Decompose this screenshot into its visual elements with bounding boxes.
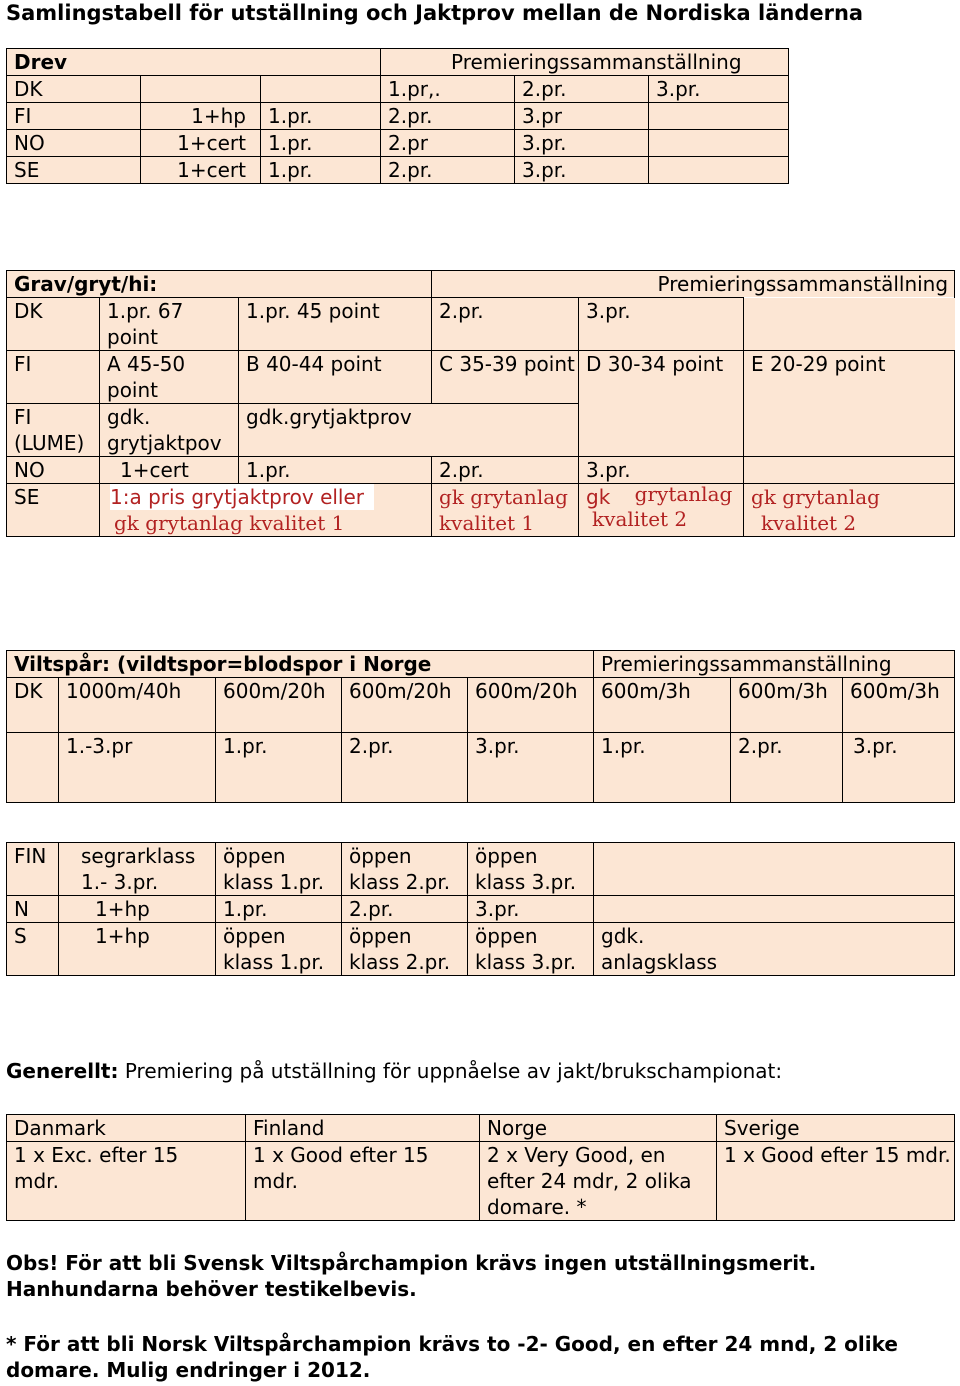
grav-cell: 2.pr. [432, 298, 579, 351]
grav-cell: FI [7, 351, 100, 404]
vilt-cell: 600m/20h [342, 678, 468, 733]
drev-table [6, 48, 789, 184]
generellt-table [6, 1114, 955, 1221]
generellt-section [6, 1114, 955, 1221]
grav-cell: 1.pr. 67 point [100, 298, 239, 351]
vilt-cell: S [7, 923, 59, 976]
vilt-lower-table [6, 842, 955, 976]
table-row [7, 457, 955, 484]
grav-cell: NO [7, 457, 100, 484]
vilt-cell: 3.pr. [468, 896, 594, 923]
grav-cell: 1.pr. [239, 457, 432, 484]
vilt-cell: DK [7, 678, 59, 733]
drev-header-row [7, 49, 789, 76]
grav-se-text: gk grytanlag [439, 485, 568, 509]
generellt-value: 1 x Exc. efter 15 mdr. [7, 1142, 246, 1221]
obs-note-1: Obs! För att bli Svensk Viltspårchampion krävs ingen utställningsmerit. [6, 1251, 817, 1275]
drev-cell [649, 103, 789, 130]
grav-se-cell-4 [744, 484, 955, 537]
drev-cell: NO [7, 130, 141, 157]
vilt-cell: öppen klass 1.pr. [216, 923, 342, 976]
vilt-cell: segrarklass 1.- 3.pr. [59, 843, 216, 896]
vilt-cell: 3.pr. [843, 733, 955, 803]
vilt-cell: N [7, 896, 59, 923]
vilt-cell [594, 896, 955, 923]
grav-se-cell-2 [432, 484, 579, 537]
drev-cell: 1+hp [141, 103, 261, 130]
vilt-cell: 600m/20h [468, 678, 594, 733]
page-title: Samlingstabell för utställning och Jaktprov mellan de Nordiska länderna [6, 1, 864, 25]
generellt-header: Danmark [7, 1115, 246, 1142]
drev-cell: 3.pr. [649, 76, 789, 103]
drev-cell: 1.pr,. [381, 76, 515, 103]
drev-cell: 1.pr. [261, 157, 381, 184]
grav-cell: 1+cert [100, 457, 239, 484]
vilt-cell: öppen klass 3.pr. [468, 843, 594, 896]
drev-cell: 1+cert [141, 130, 261, 157]
drev-cell: 2.pr [381, 130, 515, 157]
generellt-header: Norge [480, 1115, 717, 1142]
vilt-cell: öppen klass 3.pr. [468, 923, 594, 976]
vilt-cell: 1.pr. [594, 733, 731, 803]
star-note-1: * För att bli Norsk Viltspårchampion krävs to -2- Good, en efter 24 mnd, 2 olike [6, 1332, 898, 1356]
table-row [7, 298, 955, 351]
generellt-header: Sverige [717, 1115, 955, 1142]
grav-header-row [7, 271, 955, 298]
drev-cell: FI [7, 103, 141, 130]
drev-heading: Drev [7, 49, 381, 76]
grav-se-text: 1:a pris grytjaktprov eller [110, 484, 374, 510]
grav-se-text: gk grytanlag [751, 485, 880, 509]
grav-table [6, 270, 955, 537]
vilt-cell: 1.-3.pr [59, 733, 216, 803]
vilt-heading: Viltspår: (vildtspor=blodspor i Norge [7, 651, 594, 678]
grav-cell: B 40-44 point [239, 351, 432, 404]
vilt-cell: 2.pr. [342, 733, 468, 803]
vilt-table [6, 650, 955, 803]
vilt-cell: 1000m/40h [59, 678, 216, 733]
drev-cell: 3.pr. [515, 130, 649, 157]
grav-cell: DK [7, 298, 100, 351]
vilt-cell: 2.pr. [342, 896, 468, 923]
drev-cell [261, 76, 381, 103]
table-row [7, 1115, 955, 1142]
vilt-cell: 1.pr. [216, 896, 342, 923]
vilt-cell: 2.pr. [731, 733, 843, 803]
grav-cell: A 45-50 point [100, 351, 239, 404]
drev-cell: 1.pr. [261, 103, 381, 130]
drev-cell: 1+cert [141, 157, 261, 184]
drev-cell [649, 130, 789, 157]
vilt-cell: öppen klass 1.pr. [216, 843, 342, 896]
generellt-text: Premiering på utställning för uppnåelse av jakt/brukschampionat: [124, 1059, 783, 1083]
vilt-premiering: Premieringssammanställning [594, 651, 955, 678]
table-row [7, 896, 955, 923]
grav-se-text: gk grytanlag kvalitet 1 [114, 511, 345, 535]
drev-cell [649, 157, 789, 184]
grav-cell: D 30-34 point [579, 351, 744, 457]
table-row [7, 130, 789, 157]
drev-section [6, 48, 789, 184]
grav-cell: 3.pr. [579, 457, 744, 484]
grav-cell: FI (LUME) [7, 404, 100, 457]
vilt-cell: 1+hp [59, 923, 216, 976]
drev-cell: SE [7, 157, 141, 184]
vilt-cell [594, 843, 955, 896]
grav-se-text: kvalitet 2 [592, 507, 688, 531]
table-row [7, 1142, 955, 1221]
generellt-header: Finland [246, 1115, 480, 1142]
vilt-cell [7, 733, 59, 803]
vilt-cell: FIN [7, 843, 59, 896]
star-note-2: domare. Mulig endringer i 2012. [6, 1358, 371, 1382]
drev-cell: 2.pr. [381, 157, 515, 184]
grav-cell: 3.pr. [579, 298, 744, 351]
vilt-cell: 1.pr. [216, 733, 342, 803]
grav-se-cell-3 [579, 484, 744, 537]
table-row [7, 733, 955, 803]
drev-cell: DK [7, 76, 141, 103]
drev-premiering: Premieringssammanställning [381, 49, 789, 76]
vilt-cell: 600m/3h [731, 678, 843, 733]
table-row [7, 76, 789, 103]
vilt-cell: öppen klass 2.pr. [342, 923, 468, 976]
grav-cell: E 20-29 point [744, 351, 955, 457]
generellt-value: 1 x Good efter 15 mdr. [717, 1142, 955, 1221]
grav-cell: gdk. grytjaktpov [100, 404, 239, 457]
vilt-cell: 600m/3h [843, 678, 955, 733]
drev-cell: 1.pr. [261, 130, 381, 157]
vilt-cell: 600m/20h [216, 678, 342, 733]
grav-se-text: kvalitet 2 [761, 511, 857, 535]
grav-se-text: kvalitet 1 [439, 511, 535, 535]
vilt-cell: gdk. anlagsklass [594, 923, 955, 976]
generellt-value: 2 x Very Good, en efter 24 mdr, 2 olika domare. * [480, 1142, 717, 1221]
grav-se-cell-1 [100, 484, 432, 537]
vilt-lower-section [6, 842, 955, 976]
vilt-cell: öppen klass 2.pr. [342, 843, 468, 896]
drev-cell: 2.pr. [515, 76, 649, 103]
vilt-cell: 600m/3h [594, 678, 731, 733]
grav-cell: 2.pr. [432, 457, 579, 484]
generellt-line [6, 1058, 782, 1084]
drev-cell: 3.pr. [515, 157, 649, 184]
grav-section [6, 270, 955, 537]
grav-se-text: gk [586, 485, 611, 509]
table-row [7, 843, 955, 896]
grav-cell: 1.pr. 45 point [239, 298, 432, 351]
drev-cell [141, 76, 261, 103]
grav-cell: gdk.grytjaktprov [239, 404, 579, 457]
vilt-section [6, 650, 955, 803]
table-row [7, 157, 789, 184]
grav-se-text: grytanlag [634, 483, 733, 506]
obs-note-2: Hanhundarna behöver testikelbevis. [6, 1277, 417, 1301]
vilt-cell: 3.pr. [468, 733, 594, 803]
grav-heading: Grav/gryt/hi: [7, 271, 432, 298]
table-row [7, 484, 955, 537]
table-row [7, 103, 789, 130]
drev-cell: 2.pr. [381, 103, 515, 130]
table-row [7, 923, 955, 976]
grav-cell-empty [744, 457, 955, 484]
grav-cell: SE [7, 484, 100, 537]
generellt-label: Generellt: [6, 1059, 119, 1083]
grav-cell-empty [744, 298, 955, 351]
table-row [7, 678, 955, 733]
drev-cell: 3.pr [515, 103, 649, 130]
generellt-value: 1 x Good efter 15 mdr. [246, 1142, 480, 1221]
vilt-cell: 1+hp [59, 896, 216, 923]
grav-premiering: Premieringssammanställning [432, 271, 955, 298]
table-row [7, 351, 955, 404]
grav-cell: C 35-39 point [432, 351, 579, 404]
vilt-header-row [7, 651, 955, 678]
